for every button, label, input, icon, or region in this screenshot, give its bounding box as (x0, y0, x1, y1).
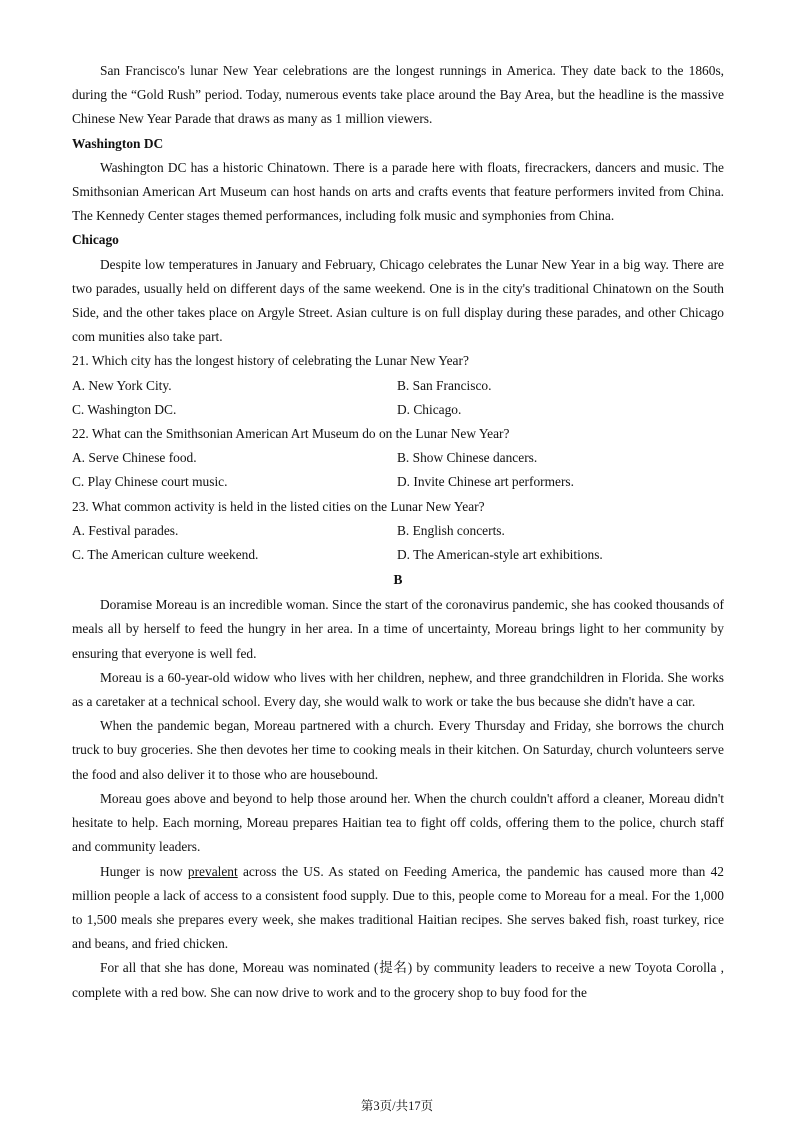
text-segment: across the US. As stated on Feeding America, the pandemic has caused more than 42 million people a lack of access to a consistent food supply. Due to this, people come to Moreau for a meal. For the 1,000 to 1,500 meals she prepares every week, she makes traditional Haitian recipes. She serves baked fish, roast turkey, rice and beans, and fried chicken. (72, 863, 725, 952)
option-a: A. New York City. (72, 377, 172, 393)
paragraph-b1: Doramise Moreau is an incredible woman. Since the start of the coronavirus pandemic, she has cooked thousands of meals all by herself to feed the hungry in her area. In a time of uncertainty, Moreau brings light to her community by ensuring that everyone is well fed. (72, 597, 724, 661)
question-stem: 23. What common activity is held in the listed cities on the Lunar New Year? (72, 498, 485, 514)
paragraph-b6: For all that she has done, Moreau was nominated (提名) by community leaders to receive a new Toyota Corolla , complete with a red bow. She can now drive to work and to the grocery shop to buy food for the (72, 960, 724, 1000)
question-22 (72, 422, 724, 495)
heading-chicago: Chicago (72, 232, 119, 248)
option-b: B. Show Chinese dancers. (397, 450, 538, 466)
option-a: A. Festival parades. (72, 522, 179, 538)
option-c: C. Play Chinese court music. (72, 474, 228, 490)
page-content (72, 59, 724, 1005)
paragraph-chicago: Despite low temperatures in January and February, Chicago celebrates the Lunar New Year in a big way. There are two parades, usually held on different days of the same weekend. One is in the city's traditional Chinatown on the South Side, and the other takes place on Argyle Street. Asian culture is on full display during these parades, and other Chicago com munities also take part. (72, 256, 724, 345)
option-c: C. Washington DC. (72, 401, 177, 417)
paragraph-b5 (72, 860, 724, 957)
option-a: A. Serve Chinese food. (72, 450, 197, 466)
paragraph-b2: Moreau is a 60-year-old widow who lives with her children, nephew, and three grandchildren in Florida. She works as a caretaker at a technical school. Every day, she would walk to work or take the bus because she didn't have a car. (72, 669, 724, 710)
page-number-footer: 第3页/共17页 (360, 1099, 434, 1113)
paragraph-sf: San Francisco's lunar New Year celebrations are the longest runnings in America. They date back to the 1860s, during the “Gold Rush” period. Today, numerous events take place around the Bay Area, but the headline is the massive Chinese New Year Parade that draws as many as 1 million viewers. (72, 63, 724, 127)
option-b: B. English concerts. (397, 522, 505, 538)
section-b-heading: B (393, 572, 403, 588)
paragraph-b3: When the pandemic began, Moreau partnered with a church. Every Thursday and Friday, she borrows the church truck to buy groceries. She then devotes her time to cooking meals in their kitchen. On Saturday, church volunteers serve the food and also deliver it to those who are housebound. (72, 718, 724, 782)
paragraph-b4: Moreau goes above and beyond to help those around her. When the church couldn't afford a cleaner, Moreau didn't hesitate to help. Each morning, Moreau prepares Haitian tea to fight off colds, offering them to the police, church staff and community leaders. (72, 790, 724, 855)
paragraph-washington-dc: Washington DC has a historic Chinatown. There is a parade here with floats, firecrackers, dancers and music. The Smithsonian American Art Museum can host hands on arts and crafts events that feature performers invited from China. The Kennedy Center stages themed performances, including folk music and symphonies from China. (72, 159, 724, 224)
option-d: D. The American-style art exhibitions. (397, 547, 603, 563)
option-c: C. The American culture weekend. (72, 547, 259, 563)
question-23 (72, 495, 724, 568)
question-21 (72, 349, 724, 422)
option-d: D. Invite Chinese art performers. (397, 474, 574, 490)
underlined-word-prevalent: prevalent (187, 863, 238, 879)
option-b: B. San Francisco. (397, 377, 492, 393)
text-segment: Hunger is now (100, 863, 188, 879)
question-stem: 21. Which city has the longest history of celebrating the Lunar New Year? (72, 353, 469, 369)
heading-washington-dc: Washington DC (72, 135, 164, 151)
option-d: D. Chicago. (397, 401, 462, 417)
question-stem: 22. What can the Smithsonian American Art Museum do on the Lunar New Year? (72, 426, 510, 442)
